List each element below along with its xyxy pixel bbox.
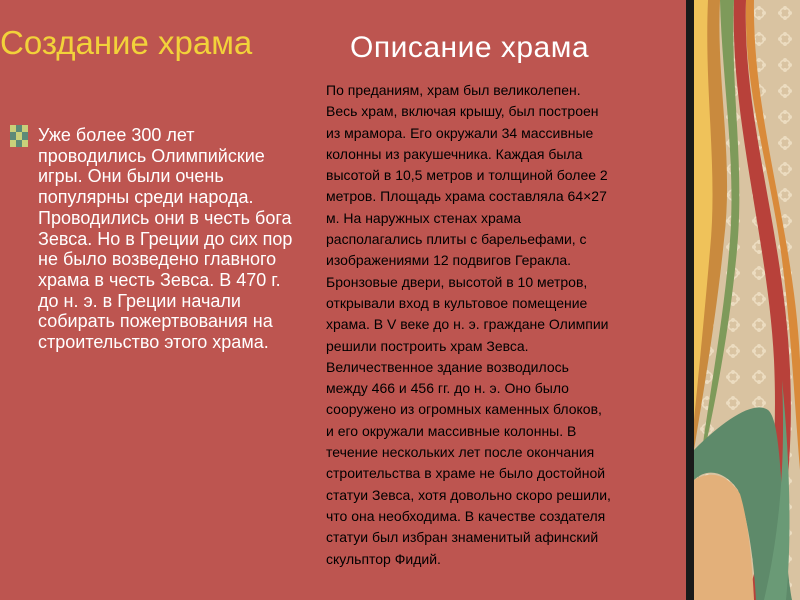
curved-ribbons-decoration [694,0,800,600]
right-body-line: Бронзовые двери, высотой в 10 метров, [326,273,588,290]
right-body-line: открывали вход в культовое помещение [326,294,588,311]
slide-title-right: Описание храма [350,31,590,64]
right-body-line: По преданиям, храм был великолепен. [326,82,581,98]
right-body-line: между 466 и 456 гг. до н. э. Оно было [326,380,569,397]
right-body-line: колонны из ракушечника. Каждая была [326,145,583,162]
left-body-text: Уже более 300 лет проводились Олимпийские игры. Они были очень популярны среди народа. Проводились они в честь бога Зевса. Но в Греции до сих пор не было возведено главного храма в честь Зевса. В 470 г. до н. э. в Греции начали собирать пожертвования на строительство этого храма. [38,125,293,353]
right-body-line: что она необходима. В качестве создателя [326,507,606,524]
right-body-line: располагались плиты с барельефами, с [326,231,587,248]
right-body-line: из мрамора. Его окружали 34 массивные [326,124,594,141]
right-body-line: строительства в храме не было достойной [326,465,606,482]
right-body-line: сооружено из огромных каменных блоков, [326,401,602,418]
right-body-line: статуи Зевса, хотя довольно скоро решили, [326,486,611,503]
right-body-line: изображениями 12 подвигов Геракла. [326,252,572,269]
panel-frame-edge [686,0,694,600]
right-body-line: высотой в 10,5 метров и толщиной более 2 [326,167,608,184]
right-body-line: решили построить храм Зевса. [326,337,529,354]
right-body-line: метров. Площадь храма составляла 64×27 [326,188,607,205]
right-body-line: скульптор Фидий. [326,550,441,567]
right-body-line: статуи был избран знаменитый афинский [326,529,599,546]
slide-title-left: Создание храма [0,24,253,61]
checkered-square-bullet-icon [10,125,28,147]
right-body-line: м. На наружных стенах храма [326,209,521,226]
right-body-line: храма. В V веке до н. э. граждане Олимпии [326,316,609,333]
right-body-text [326,80,686,580]
right-body-line: Весь храм, включая крышу, был построен [326,103,599,120]
right-body-line: Величественное здание возводилось [326,358,569,375]
right-body-line: и его окружали массивные колонны. В [326,422,577,439]
right-body-line: течение нескольких лет после окончания [326,444,595,461]
